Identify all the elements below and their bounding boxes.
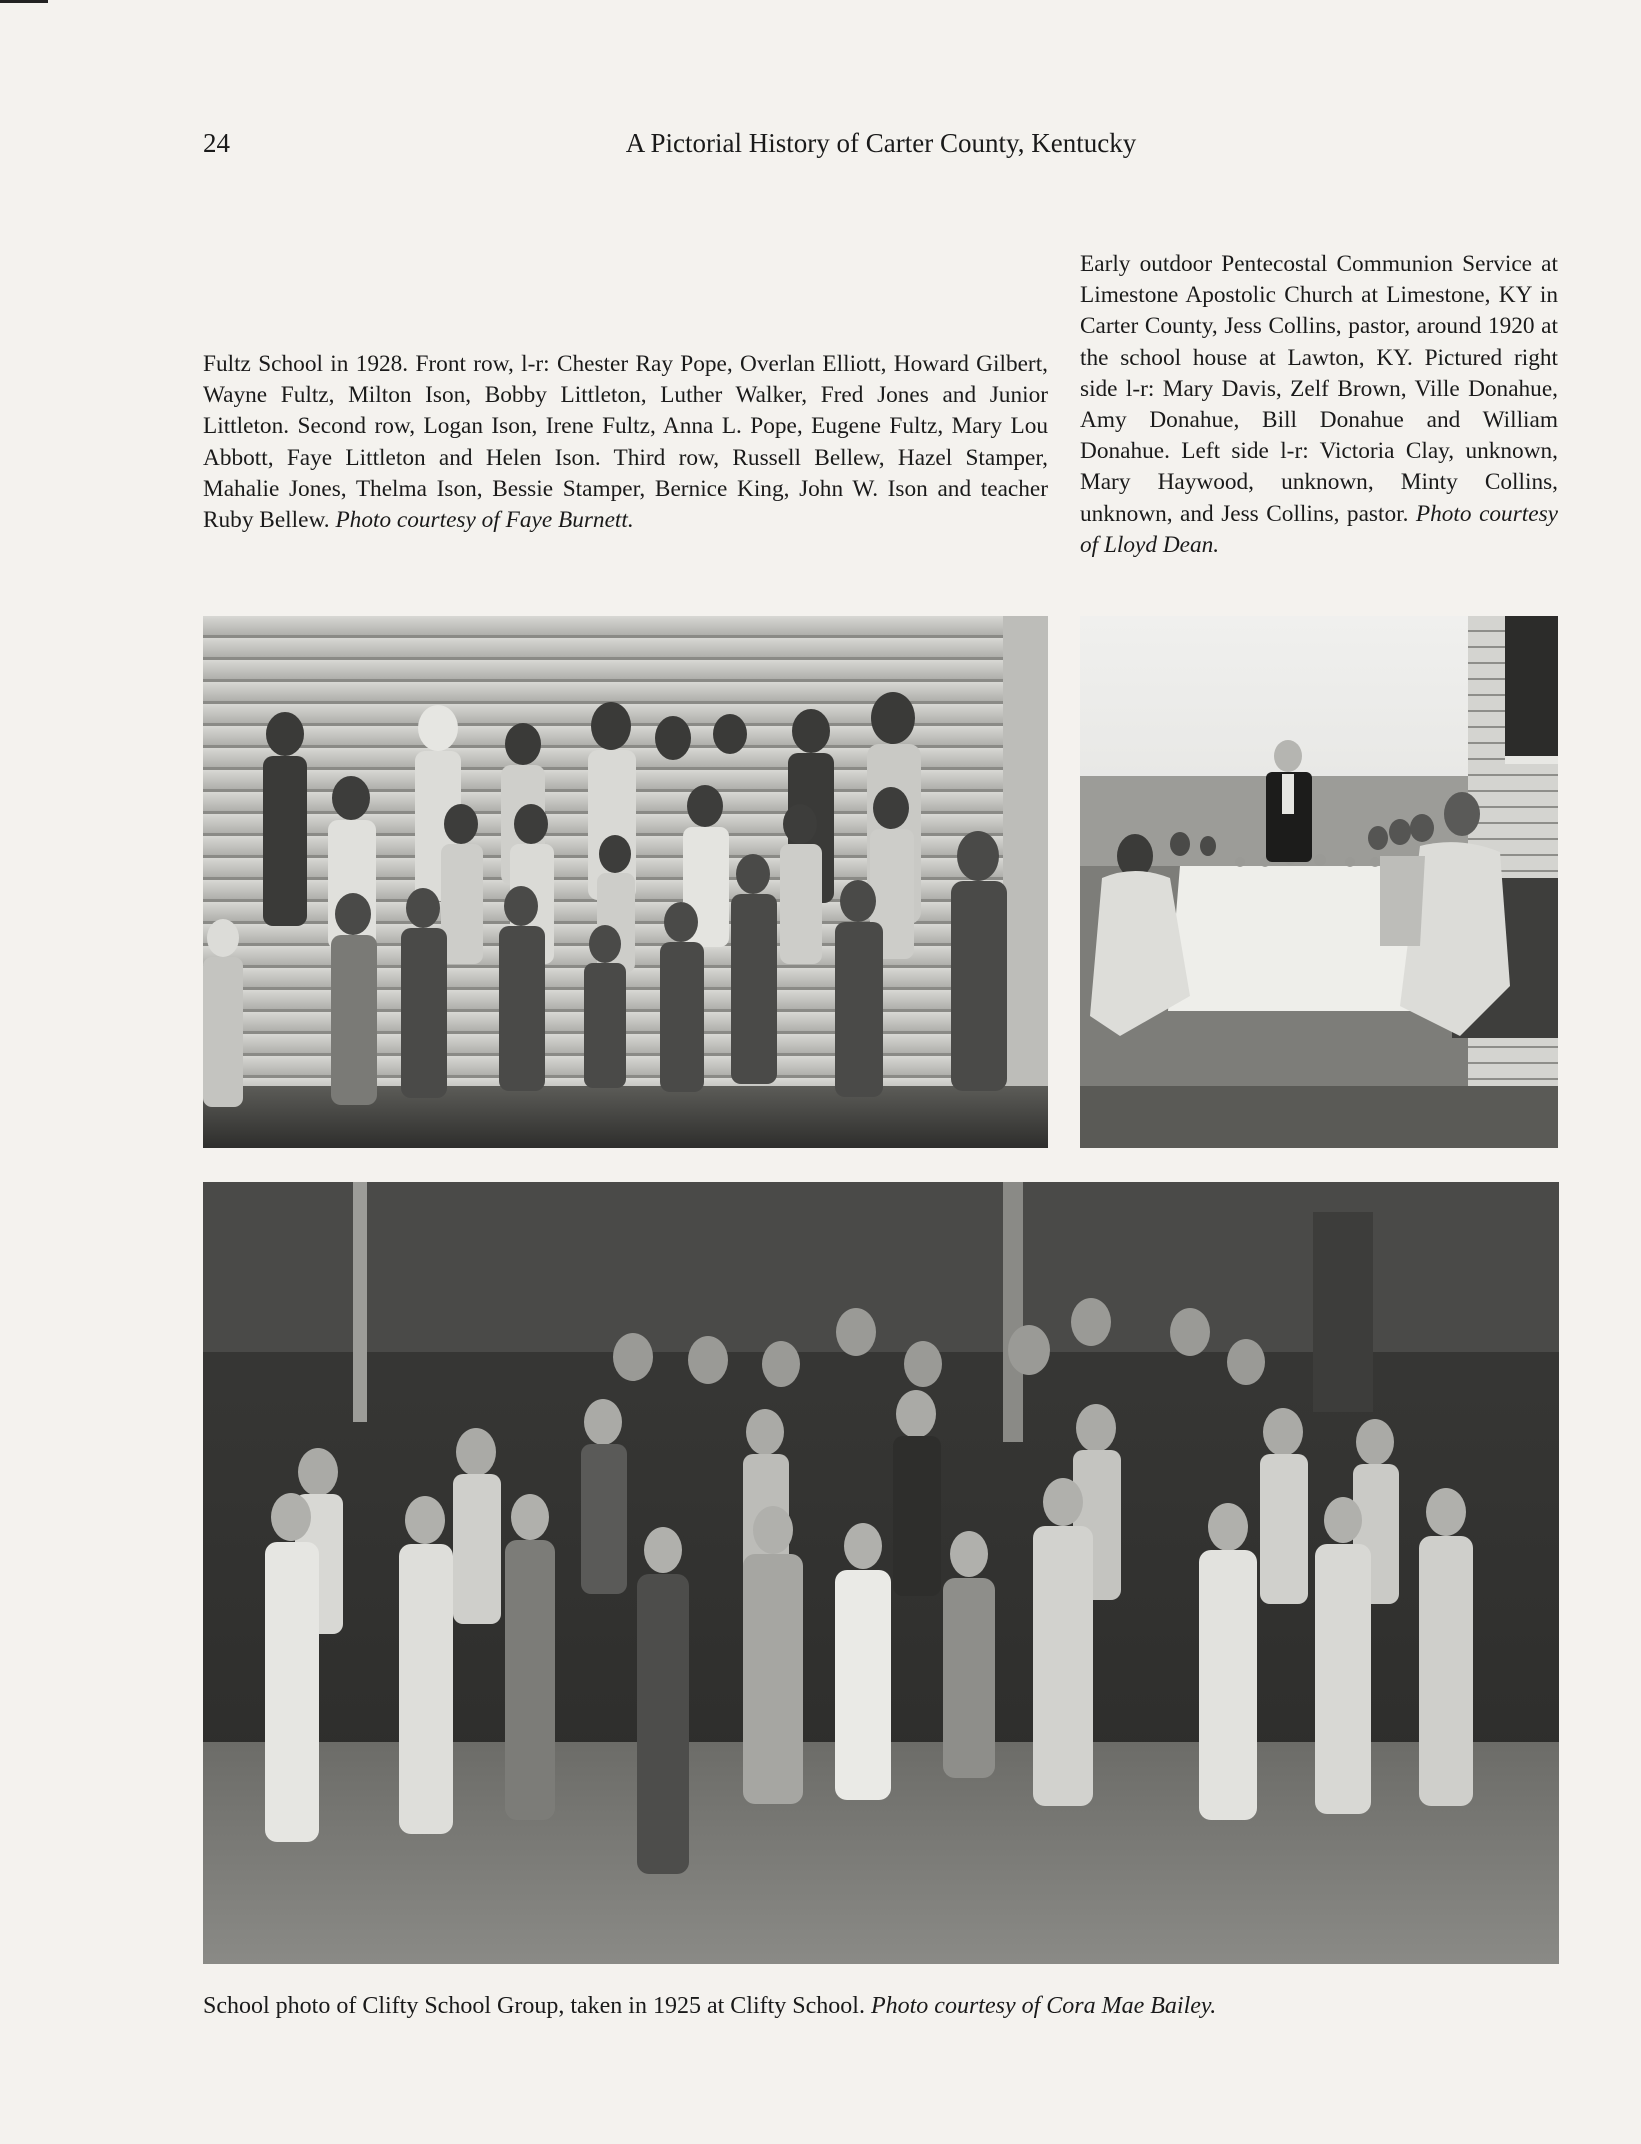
caption-communion-credit: Photo courtesy of Lloyd Dean. — [1080, 500, 1558, 558]
photo-communion-service — [1080, 616, 1558, 1148]
caption-clifty-school — [203, 1990, 1559, 2022]
caption-fultz-text: Fultz School in 1928. Front row, l-r: Chester Ray Pope, Overlan Elliott, Howard Gilbert, Wayne Fultz, Milton Ison, Bobby Littleton, Luther Walker, Fred Jones and Junior Littleton. Second row, Logan Ison, Irene Fultz, Anna L. Pope, Eugene Fultz, Mary Lou Abbott, Faye Littleton and Helen Ison. Third row, Russell Bellew, Hazel Stamper, Mahalie Jones, Thelma Ison, Bessie Stamper, Bernice King, John W. Ison and teacher Ruby Bellew. — [203, 351, 1048, 534]
running-title: A Pictorial History of Carter County, Kentucky — [625, 128, 1137, 158]
page-header — [203, 128, 1559, 168]
caption-clifty-credit: Photo courtesy of Cora Mae Bailey. — [870, 1993, 1217, 2019]
caption-clifty-text: School photo of Clifty School Group, taken in 1925 at Clifty School. — [203, 1993, 871, 2019]
caption-fultz-school — [203, 349, 1048, 536]
photo-fultz-school — [203, 616, 1048, 1148]
photo-clifty-school — [203, 1182, 1559, 1964]
caption-communion-service — [1080, 249, 1558, 561]
scan-edge-mark — [0, 0, 48, 3]
caption-fultz-credit: Photo courtesy of Faye Burnett. — [335, 507, 634, 534]
page-number: 24 — [203, 128, 230, 158]
caption-communion-text: Early outdoor Pentecostal Communion Service at Limestone Apostolic Church at Limestone, KY in Carter County, Jess Collins, pastor, around 1920 at the school house at Lawton, KY. Pictured right side l-r: Mary Davis, Zelf Brown, Ville Donahue, Amy Donahue, Bill Donahue and William Donahue. Left side l-r: Victoria Clay, unknown, Mary Haywood, unknown, Minty Collins, unknown, and Jess Collins, pastor. — [1080, 251, 1558, 527]
